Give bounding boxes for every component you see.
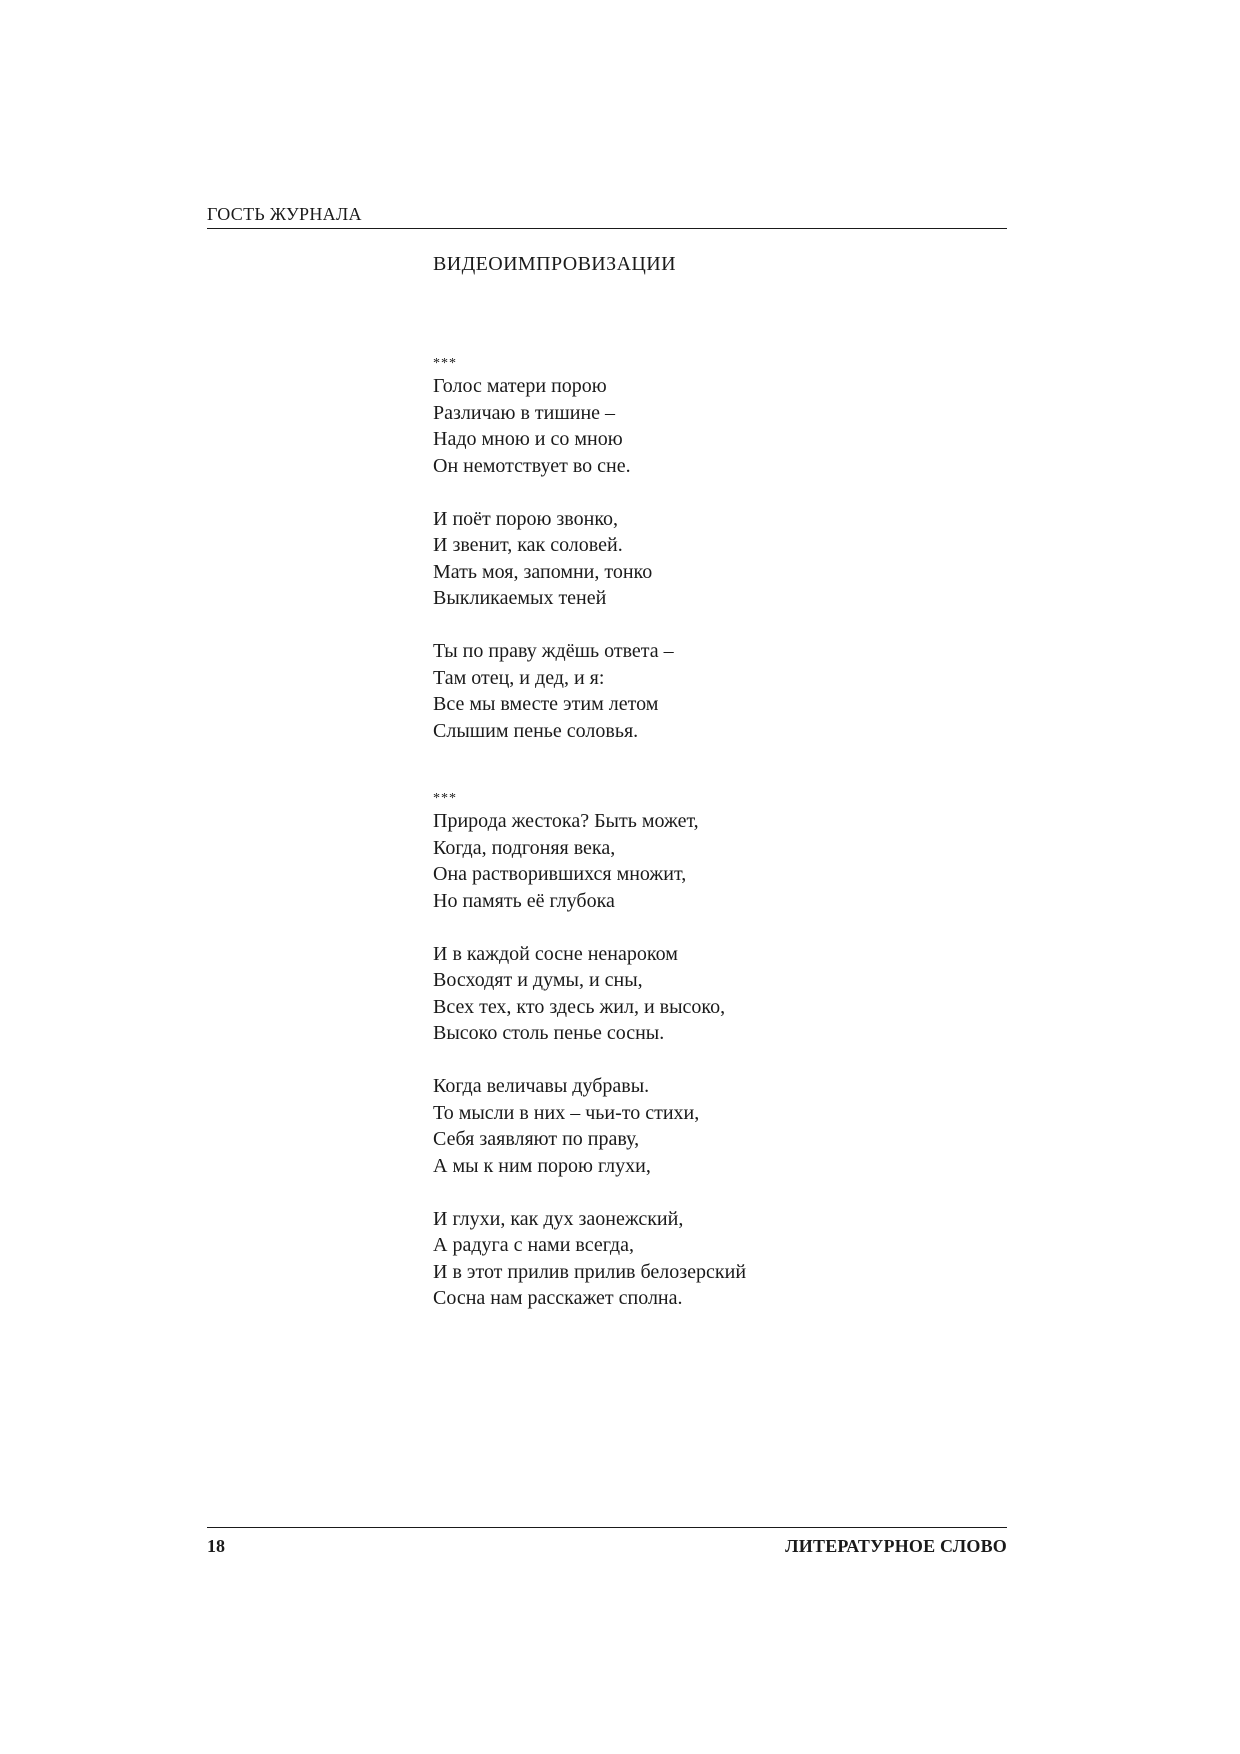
poem-line: Когда величавы дубравы.: [433, 1075, 650, 1097]
poem-line: Выкликаемых теней: [433, 587, 607, 609]
stanza: [433, 638, 993, 744]
poem: [433, 355, 993, 744]
poem-line: Всех тех, кто здесь жил, и высоко,: [433, 995, 726, 1018]
poem-line: И поёт порою звонко,: [433, 507, 619, 530]
stanza: [433, 808, 993, 914]
poem-line: Голос матери порою: [433, 375, 607, 397]
poem-line: То мысли в них – чьи-то стихи,: [433, 1101, 700, 1124]
stanza: [433, 506, 993, 612]
stanza: [433, 373, 993, 479]
stanza: [433, 1073, 993, 1179]
poem-line: Себя заявляют по праву,: [433, 1128, 640, 1150]
poem-line: Высоко столь пенье сосны.: [433, 1022, 665, 1044]
stanza: [433, 1206, 993, 1312]
poem-line: И в каждой сосне ненароком: [433, 942, 678, 965]
poems-container: [433, 355, 993, 1312]
page-number: 18: [207, 1536, 225, 1556]
poem-line: Природа жестока? Быть может,: [433, 810, 699, 832]
running-head: ГОСТЬ ЖУРНАЛА: [207, 204, 362, 224]
poem-line: Он немотствует во сне.: [433, 454, 631, 477]
poem-line: Она растворившихся множит,: [433, 863, 687, 885]
poem-separator-asterisks: ***: [433, 791, 457, 806]
poem-line: Все мы вместе этим летом: [433, 693, 659, 715]
poem-line: И звенит, как соловей.: [433, 534, 623, 556]
poem-separator-asterisks: ***: [433, 356, 457, 371]
header-rule: [207, 228, 1007, 229]
section-title: ВИДЕОИМПРОВИЗАЦИИ: [433, 253, 676, 275]
poem-line: Там отец, и дед, и я:: [433, 666, 605, 689]
poem: [433, 790, 993, 1312]
poem-line: Слышим пенье соловья.: [433, 719, 639, 742]
footer-rule: [207, 1527, 1007, 1528]
poem-line: Различаю в тишине –: [433, 401, 616, 424]
poem-line: Мать моя, запомни, тонко: [433, 560, 653, 583]
poem-line: Ты по праву ждёшь ответа –: [433, 640, 674, 662]
poem-line: Надо мною и со мною: [433, 428, 623, 450]
poem-line: Восходят и думы, и сны,: [433, 969, 643, 991]
stanza: [433, 941, 993, 1047]
journal-name: ЛИТЕРАТУРНОЕ СЛОВО: [785, 1536, 1007, 1556]
poem-line: Сосна нам расскажет сполна.: [433, 1287, 683, 1309]
poem-line: Но память её глубока: [433, 889, 615, 912]
poem-line: А радуга с нами всегда,: [433, 1234, 634, 1256]
poem-line: И глухи, как дух заонежский,: [433, 1207, 684, 1230]
poem-line: А мы к ним порою глухи,: [433, 1154, 651, 1177]
poem-line: И в этот прилив прилив белозерский: [433, 1260, 747, 1283]
poem-line: Когда, подгоняя века,: [433, 836, 616, 859]
